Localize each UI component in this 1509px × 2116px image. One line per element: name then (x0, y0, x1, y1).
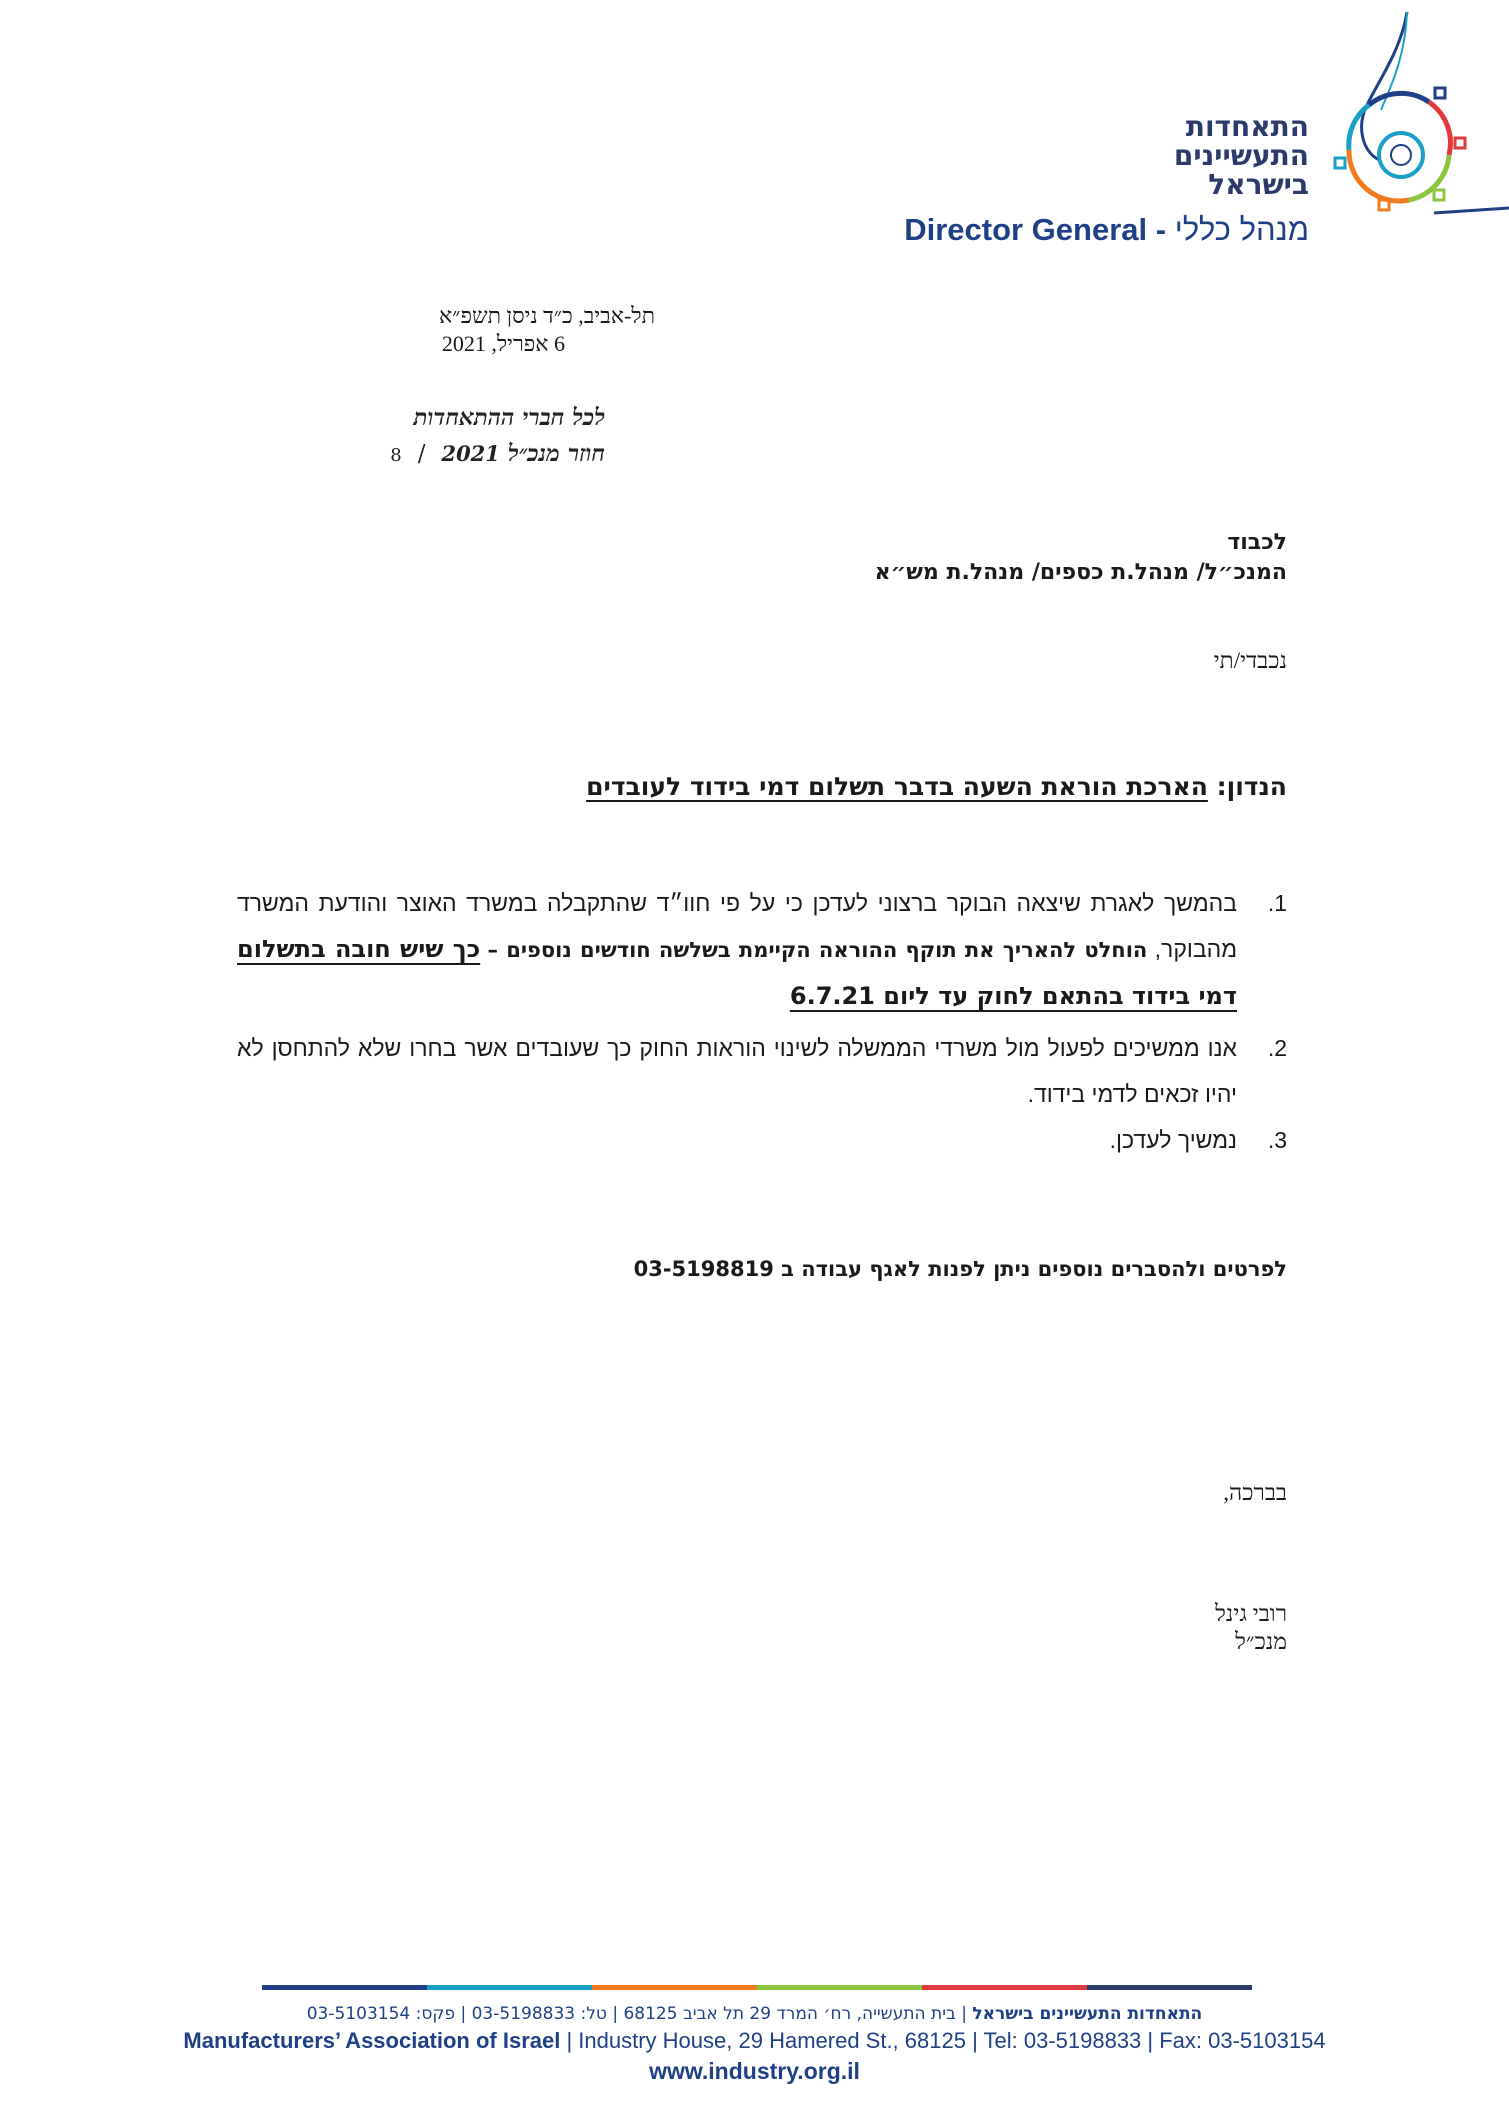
addressee-line-2: המנכ״ל/ מנהל.ת כספים/ מנהל.ת מש״א (874, 560, 1287, 585)
addressee (487, 528, 1287, 588)
footer-bar-seg (1087, 1985, 1252, 1990)
addressee-line-1: לכבוד (1227, 530, 1287, 555)
footer-bar-seg (757, 1985, 922, 1990)
stamp-circular-number (305, 436, 605, 474)
item-number: 3. (1267, 1127, 1287, 1153)
footer-bar-seg (427, 1985, 592, 1990)
hebrew-date: תל-אביב, כ״ד ניסן תשפ״א (438, 303, 655, 328)
closing: בברכה, (1223, 1480, 1287, 1505)
item-1-plain: בהמשך לאגרת שיצאה הבוקר ברצוני לעדכן כי על פי חוו״ד שהתקבלה במשרד האוצר והודעת המשרד מהבוקר, (237, 890, 1237, 962)
logo-line-3: בישראל (1208, 168, 1309, 201)
title-separator: - (1147, 212, 1175, 247)
footer-address-he: | בית התעשייה, רח׳ המרד 29 תל אביב 68125 | טל: 03-5198833 | פקס: 03-5103154 (306, 2004, 973, 2024)
list-item-1 (237, 880, 1287, 1019)
footer-color-bar (262, 1985, 1252, 1990)
logo-wordmark (1149, 112, 1309, 199)
gregorian-date: 6 אפריל, 2021 (441, 331, 565, 356)
stamp-label: חוזר מנכ״ל (507, 440, 605, 467)
signer-name: רובי גינל (1215, 1601, 1287, 1626)
stamp-number: 8 (390, 445, 402, 466)
circular-stamp (305, 400, 605, 474)
subject-label: הנדון: (1216, 772, 1287, 801)
list-item-3 (237, 1117, 1287, 1163)
item-1-bold-underline: כך שיש חובה בתשלום דמי בידוד בהתאם לחוק עד ליום 6.7.21 (237, 935, 1237, 1010)
logo-line-2: התעשיינים (1173, 139, 1309, 172)
footer-website-link[interactable]: www.industry.org.il (649, 2058, 860, 2084)
item-text (237, 880, 1237, 1019)
stamp-sep: / (417, 441, 426, 467)
footer-org-en: Manufacturers’ Association of Israel (183, 2028, 561, 2053)
contact-details: לפרטים ולהסברים נוספים ניתן לפנות לאגף עבודה ב 03-5198819 (633, 1257, 1287, 1281)
association-logo-icon (1309, 10, 1509, 220)
item-number: 1. (1267, 890, 1287, 916)
footer-bar-seg (592, 1985, 757, 1990)
greeting: נכבדי/תי (1213, 648, 1287, 673)
item-text: אנו ממשיכים לפעול מול משרדי הממשלה לשינוי הוראות החוק כך שעובדים אשר בחרו שלא להתחסן לא יהיו זכאים לדמי בידוד. (237, 1035, 1237, 1107)
subject-text: הארכת הוראת השעה בדבר תשלום דמי בידוד לעובדים (586, 772, 1208, 801)
title-he: מנהל כללי (1174, 212, 1309, 247)
subject-line (287, 772, 1287, 801)
list-item-2 (237, 1025, 1287, 1117)
logo-line-1: התאחדות (1185, 110, 1309, 143)
item-number: 2. (1267, 1035, 1287, 1061)
item-text: נמשיך לעדכן. (1109, 1127, 1237, 1153)
footer-english-line (0, 2028, 1509, 2054)
stamp-recipients: לכל חברי ההתאחדות (413, 404, 605, 431)
date-block (355, 302, 655, 358)
footer-bar-seg (262, 1985, 427, 1990)
footer-org-he: התאחדות התעשיינים בישראל (972, 2004, 1203, 2024)
footer-hebrew-line (0, 2004, 1509, 2024)
footer-bar-seg (922, 1985, 1087, 1990)
director-general-title (904, 212, 1309, 248)
title-en: Director General (904, 212, 1148, 247)
signature-block (1215, 1600, 1287, 1656)
footer-address-en: | Industry House, 29 Hamered St., 68125 | Tel: 03-5198833 | Fax: 03-5103154 (560, 2028, 1326, 2053)
item-1-bold: הוחלט להאריך את תוקף ההוראה הקיימת בשלשה חודשים נוספים – (487, 938, 1148, 962)
signer-title: מנכ״ל (1235, 1629, 1287, 1654)
stamp-year: 2021 (441, 441, 500, 466)
